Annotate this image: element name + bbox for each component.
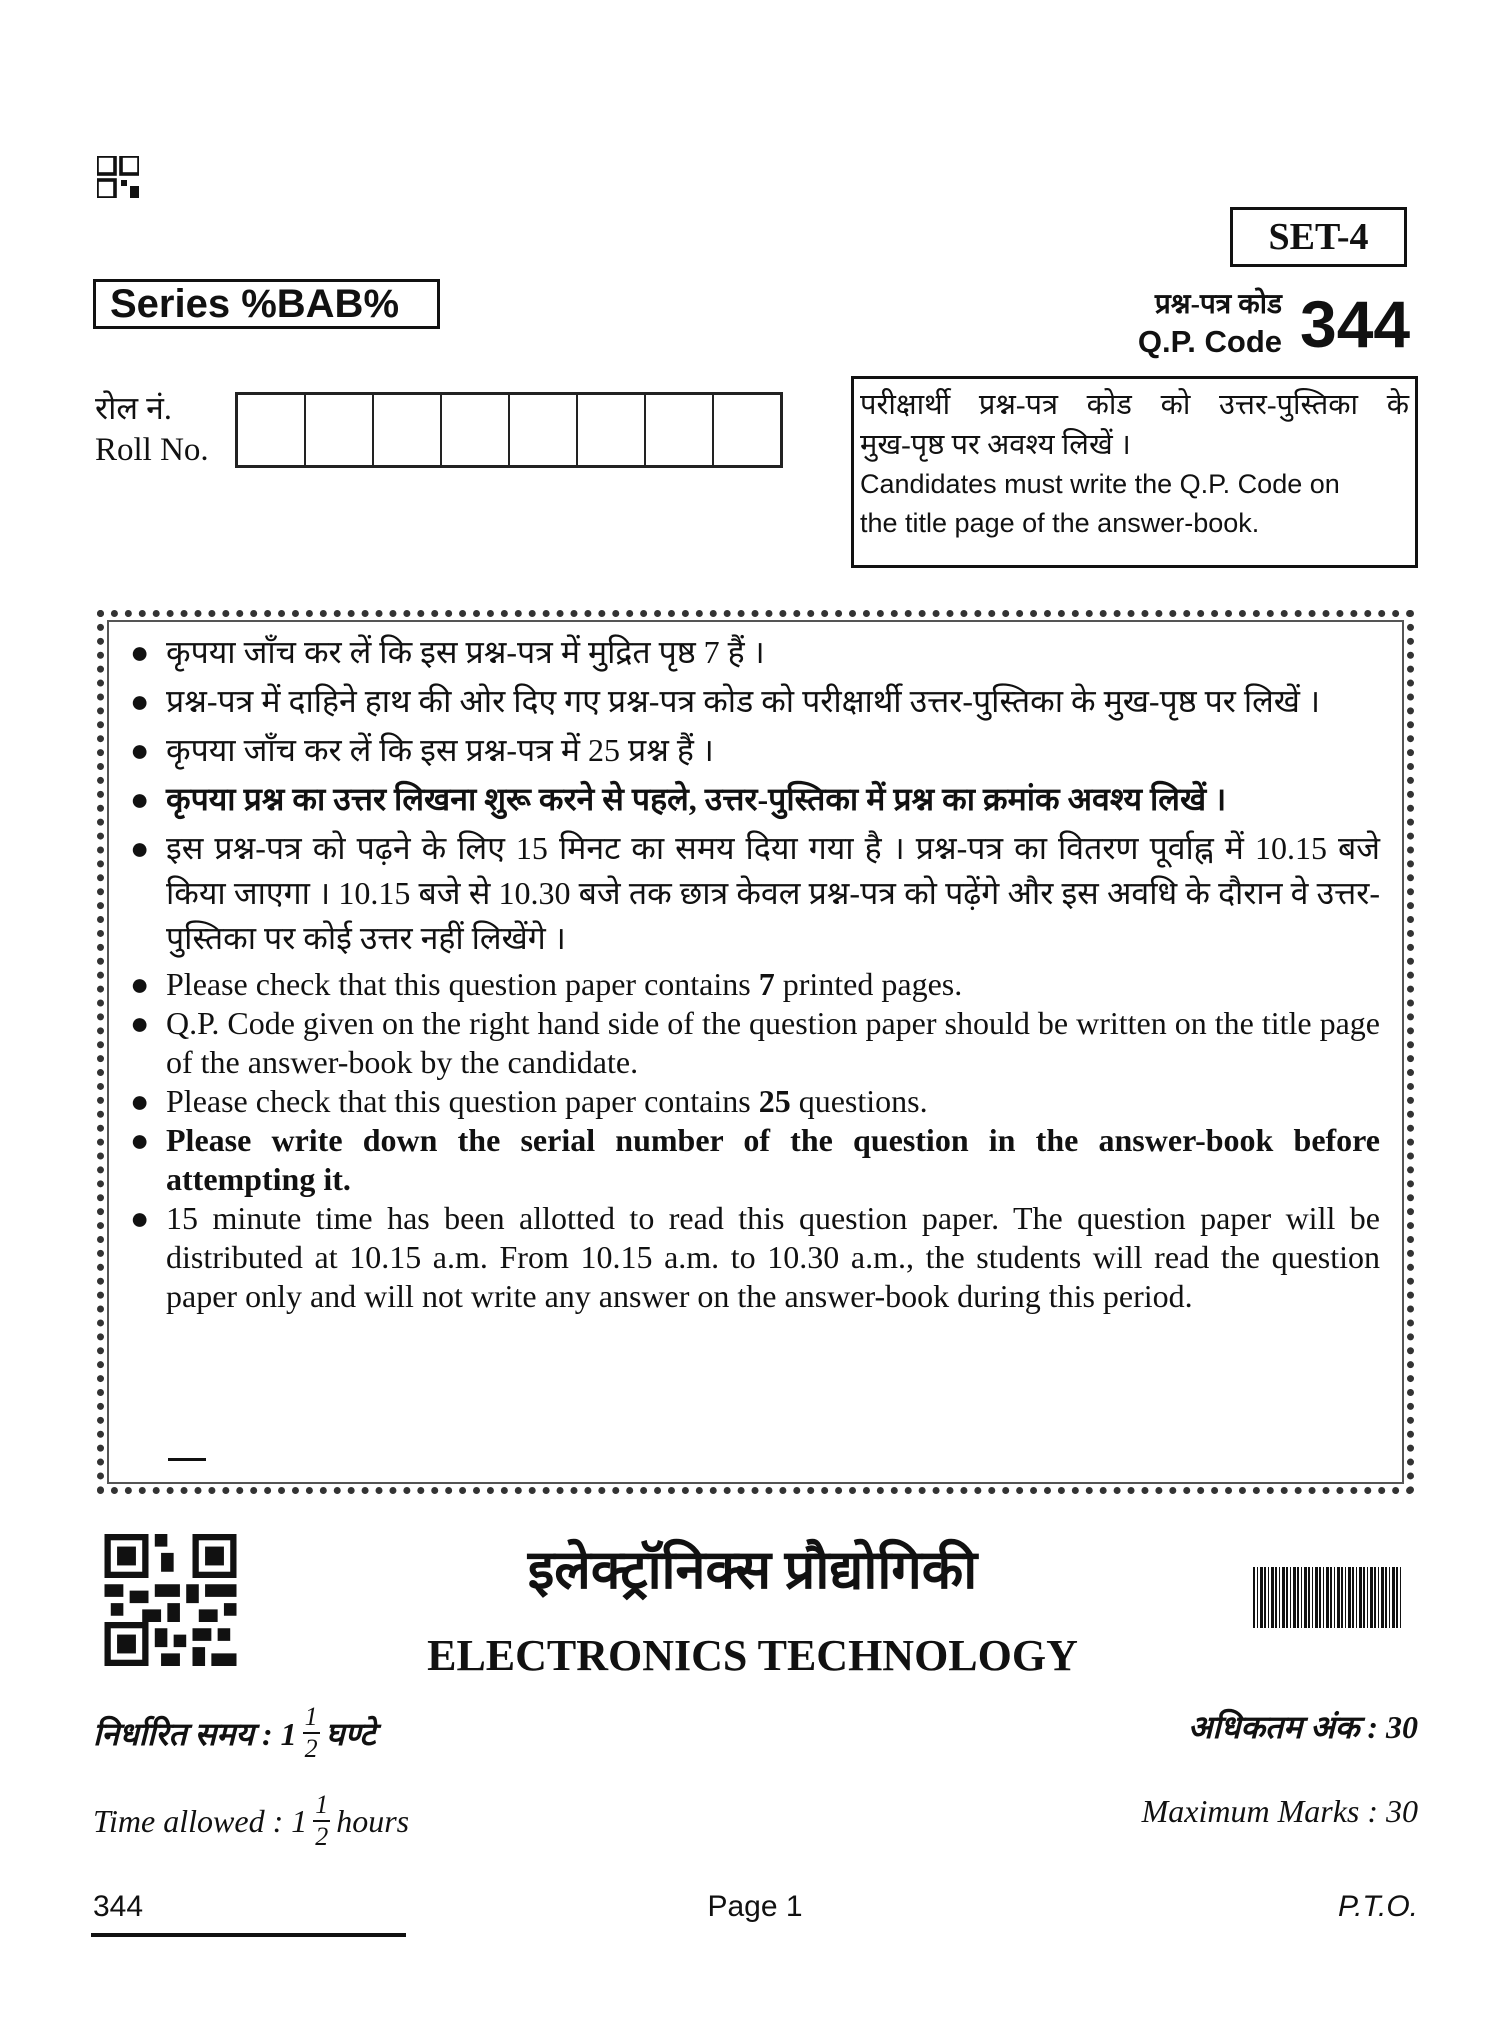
qp-code-number: 344: [1300, 287, 1411, 361]
time-label-hindi: निर्धारित समय : 1: [93, 1715, 297, 1752]
series-box: Series %BAB%: [93, 279, 440, 329]
time-allowed: [93, 1790, 409, 1852]
time-label: Time allowed : 1: [93, 1802, 308, 1839]
qp-code-notice-box: [851, 376, 1418, 568]
question-count: 25: [758, 1083, 791, 1119]
instruction-item: [130, 1004, 1380, 1082]
instruction-text: Q.P. Code given on the right hand side of the question paper should be written on the title page of the answer-book by the candidate.: [166, 1005, 1380, 1080]
fraction-numerator: 1: [313, 1790, 330, 1822]
instruction-item: [130, 679, 1380, 724]
roll-number-cell[interactable]: [442, 395, 510, 465]
roll-number-boxes[interactable]: [235, 392, 783, 468]
notice-english-line1: Candidates must write the Q.P. Code on: [860, 469, 1340, 499]
instruction-text: printed pages.: [774, 966, 963, 1002]
bullet-icon: ●: [130, 1005, 150, 1041]
roll-number-cell[interactable]: [510, 395, 578, 465]
bullet-icon: ●: [130, 1200, 150, 1236]
notice-english-line2: the title page of the answer-book.: [860, 508, 1260, 538]
bullet-icon: ●: [130, 732, 150, 768]
qr-code: [104, 1534, 237, 1666]
barcode: [1253, 1567, 1403, 1628]
instruction-text: कृपया जाँच कर लें कि इस प्रश्न-पत्र में मुद्रित पृष्ठ 7 हैं ।: [166, 634, 765, 670]
qp-code-label-hindi: प्रश्न-पत्र कोड: [1154, 289, 1282, 320]
time-unit-hindi: घण्टे: [325, 1715, 376, 1752]
subject-title: ELECTRONICS TECHNOLOGY: [427, 1631, 1078, 1680]
fraction: [313, 1790, 330, 1852]
roll-number-cell[interactable]: [238, 395, 306, 465]
instruction-text: इस प्रश्न-पत्र को पढ़ने के लिए 15 मिनट का समय दिया गया है । प्रश्न-पत्र का वितरण पूर्वाह्न में 10.15 बजे किया जाएगा । 10.15 बजे से 10.30 बजे तक छात्र केवल प्रश्न-पत्र को पढ़ेंगे और इस अवधि के दौरान वे उत्तर-पुस्तिका पर कोई उत्तर नहीं लिखेंगे ।: [166, 830, 1380, 956]
bullet-icon: ●: [130, 830, 150, 866]
instruction-item: [130, 630, 1380, 675]
bullet-icon: ●: [130, 1122, 150, 1158]
instruction-item: [130, 777, 1380, 822]
page-count: 7: [758, 966, 775, 1002]
instruction-text: Please check that this question paper contains: [166, 1083, 759, 1119]
instruction-text: questions.: [790, 1083, 928, 1119]
fraction-numerator: 1: [303, 1702, 320, 1734]
notice-hindi-line2: मुख-पृष्ठ पर अवश्य लिखें ।: [860, 429, 1131, 461]
bullet-icon: ●: [130, 966, 150, 1002]
instruction-item: [130, 728, 1380, 773]
qp-code-label: Q.P. Code: [1137, 324, 1282, 359]
fraction-denominator: 2: [315, 1822, 329, 1851]
pto-label: P.T.O.: [1337, 1890, 1418, 1923]
instruction-text: कृपया जाँच कर लें कि इस प्रश्न-पत्र में 25 प्रश्न हैं ।: [166, 732, 714, 768]
set-number-box: SET-4: [1230, 207, 1407, 267]
end-dash: [168, 1458, 206, 1461]
time-unit: hours: [336, 1802, 410, 1839]
instruction-text: कृपया प्रश्न का उत्तर लिखना शुरू करने से पहले, उत्तर-पुस्तिका में प्रश्न का क्रमांक अवश्य लिखें ।: [166, 781, 1227, 817]
page-number: Page 1: [707, 1890, 803, 1923]
notice-hindi-line1: परीक्षार्थी प्रश्न-पत्र कोड को उत्तर-पुस्तिका के: [860, 389, 1409, 421]
time-allowed-hindi: [93, 1702, 376, 1764]
roll-label: Roll No.: [95, 432, 209, 468]
instruction-item: [130, 965, 1380, 1004]
instruction-item: [130, 826, 1380, 961]
footer-code: 344: [93, 1890, 144, 1923]
roll-label-hindi: रोल नं.: [95, 390, 172, 426]
instructions-list: [130, 630, 1380, 1316]
qr-code-small: [97, 156, 139, 198]
roll-number-cell[interactable]: [714, 395, 780, 465]
instruction-text: 15 minute time has been allotted to read this question paper. The question paper will be distributed at 10.15 a.m. From 10.15 a.m. to 10.30 a.m., the students will read the question paper only and will not write any answer on the answer-book during this period.: [166, 1200, 1380, 1314]
bullet-icon: ●: [130, 781, 150, 817]
fraction: [303, 1702, 320, 1764]
roll-number-cell[interactable]: [646, 395, 714, 465]
roll-number-cell[interactable]: [374, 395, 442, 465]
instruction-text: प्रश्न-पत्र में दाहिने हाथ की ओर दिए गए प्रश्न-पत्र कोड को परीक्षार्थी उत्तर-पुस्तिका के मुख-पृष्ठ पर लिखें ।: [166, 683, 1321, 719]
max-marks-hindi: अधिकतम अंक : 30: [1187, 1709, 1418, 1745]
instruction-text: Please write down the serial number of the question in the answer-book before attempting it.: [166, 1122, 1380, 1197]
bullet-icon: ●: [130, 683, 150, 719]
subject-title-hindi: इलेक्ट्रॉनिक्स प्रौद्योगिकी: [527, 1540, 978, 1600]
instruction-item: [130, 1121, 1380, 1199]
fraction-denominator: 2: [304, 1734, 318, 1763]
bullet-icon: ●: [130, 634, 150, 670]
roll-number-cell[interactable]: [578, 395, 646, 465]
instruction-item: [130, 1082, 1380, 1121]
instruction-item: [130, 1199, 1380, 1316]
bullet-icon: ●: [130, 1083, 150, 1119]
max-marks: Maximum Marks : 30: [1141, 1793, 1418, 1829]
instruction-text: Please check that this question paper contains: [166, 966, 759, 1002]
roll-number-cell[interactable]: [306, 395, 374, 465]
footer-rule: [91, 1933, 406, 1937]
